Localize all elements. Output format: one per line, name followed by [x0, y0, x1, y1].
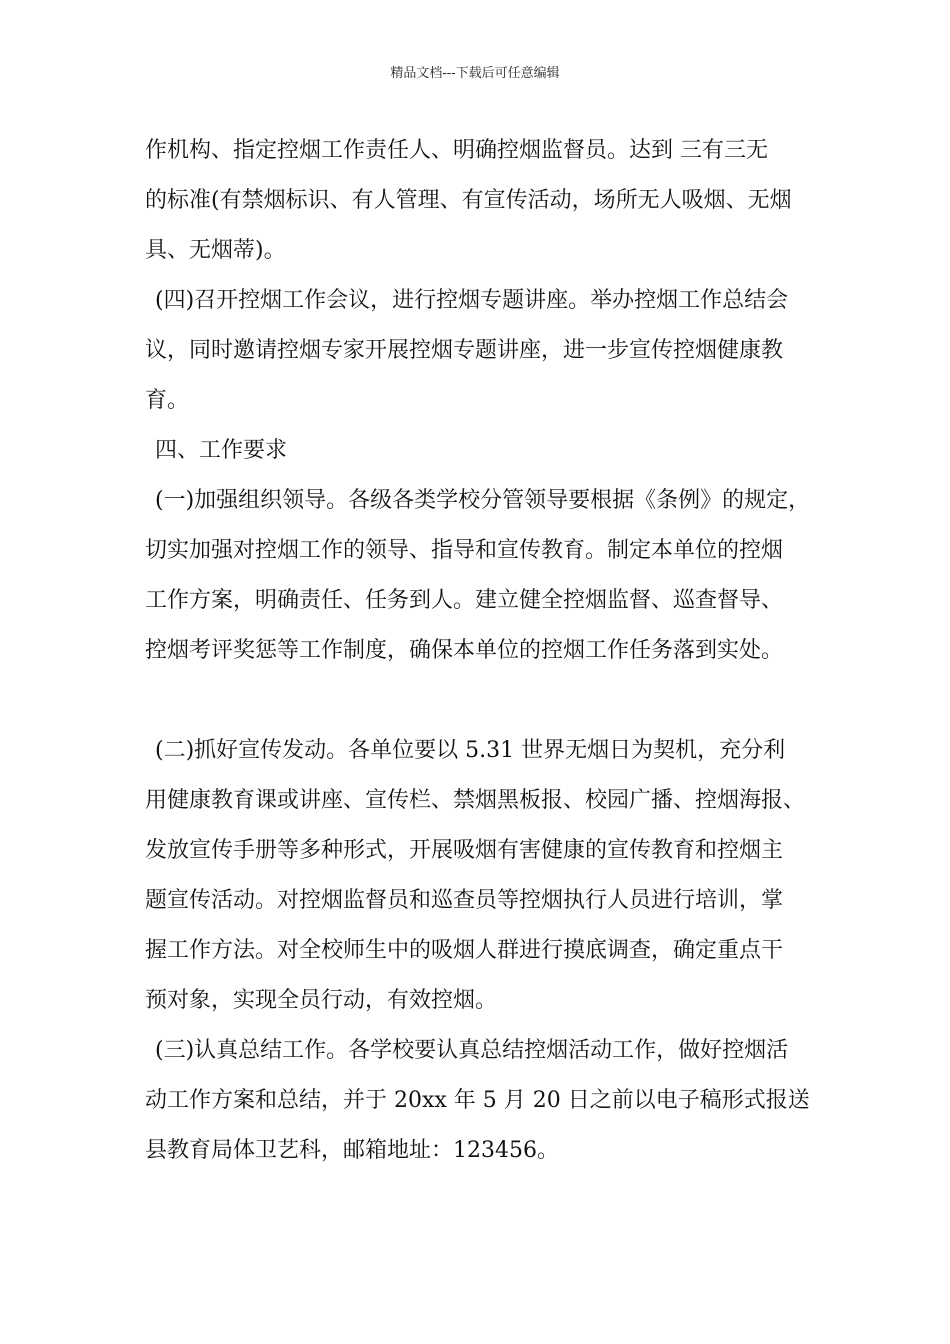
text-line: (二)抓好宣传发动。各单位要以 5.31 世界无烟日为契机，充分利	[155, 738, 786, 763]
text-line: 工作方案，明确责任、任务到人。建立健全控烟监督、巡查督导、	[145, 588, 784, 613]
paragraph-gap	[145, 676, 845, 726]
text-line: 预对象，实现全员行动，有效控烟。	[145, 988, 498, 1013]
text-line: 县教育局体卫艺科，邮箱地址：123456。	[145, 1138, 559, 1163]
text-line: 发放宣传手册等多种形式，开展吸烟有害健康的宣传教育和控烟主	[145, 838, 784, 863]
text-line: 控烟考评奖惩等工作制度，确保本单位的控烟工作任务落到实处。	[145, 638, 784, 663]
text-line: 切实加强对控烟工作的领导、指导和宣传教育。制定本单位的控烟	[145, 538, 784, 563]
text-line: 作机构、指定控烟工作责任人、明确控烟监督员。达到 三有三无	[145, 138, 768, 163]
text-line: 握工作方法。对全校师生中的吸烟人群进行摸底调查，确定重点干	[145, 938, 784, 963]
text-line: 动工作方案和总结，并于 20xx 年 5 月 20 日之前以电子稿形式报送	[145, 1088, 810, 1113]
text-line: 的标准(有禁烟标识、有人管理、有宣传活动，场所无人吸烟、无烟	[145, 188, 792, 213]
page-header: 精品文档---下载后可任意编辑	[390, 66, 560, 81]
text-line: 具、无烟蒂)。	[145, 238, 286, 263]
text-line: 题宣传活动。对控烟监督员和巡查员等控烟执行人员进行培训，掌	[145, 888, 784, 913]
text-line: (一)加强组织领导。各级各类学校分管领导要根据《条例》的规定，	[155, 488, 811, 513]
text-line: 育。	[145, 388, 190, 413]
text-line: 议，同时邀请控烟专家开展控烟专题讲座，进一步宣传控烟健康教	[145, 338, 784, 363]
document-body	[145, 126, 845, 1176]
text-line: (三)认真总结工作。各学校要认真总结控烟活动工作，做好控烟活	[155, 1038, 789, 1063]
text-line: (四)召开控烟工作会议，进行控烟专题讲座。举办控烟工作总结会	[155, 288, 789, 313]
section-heading: 四、工作要求	[155, 438, 288, 463]
text-line: 用健康教育课或讲座、宣传栏、禁烟黑板报、校园广播、控烟海报、	[145, 788, 806, 813]
